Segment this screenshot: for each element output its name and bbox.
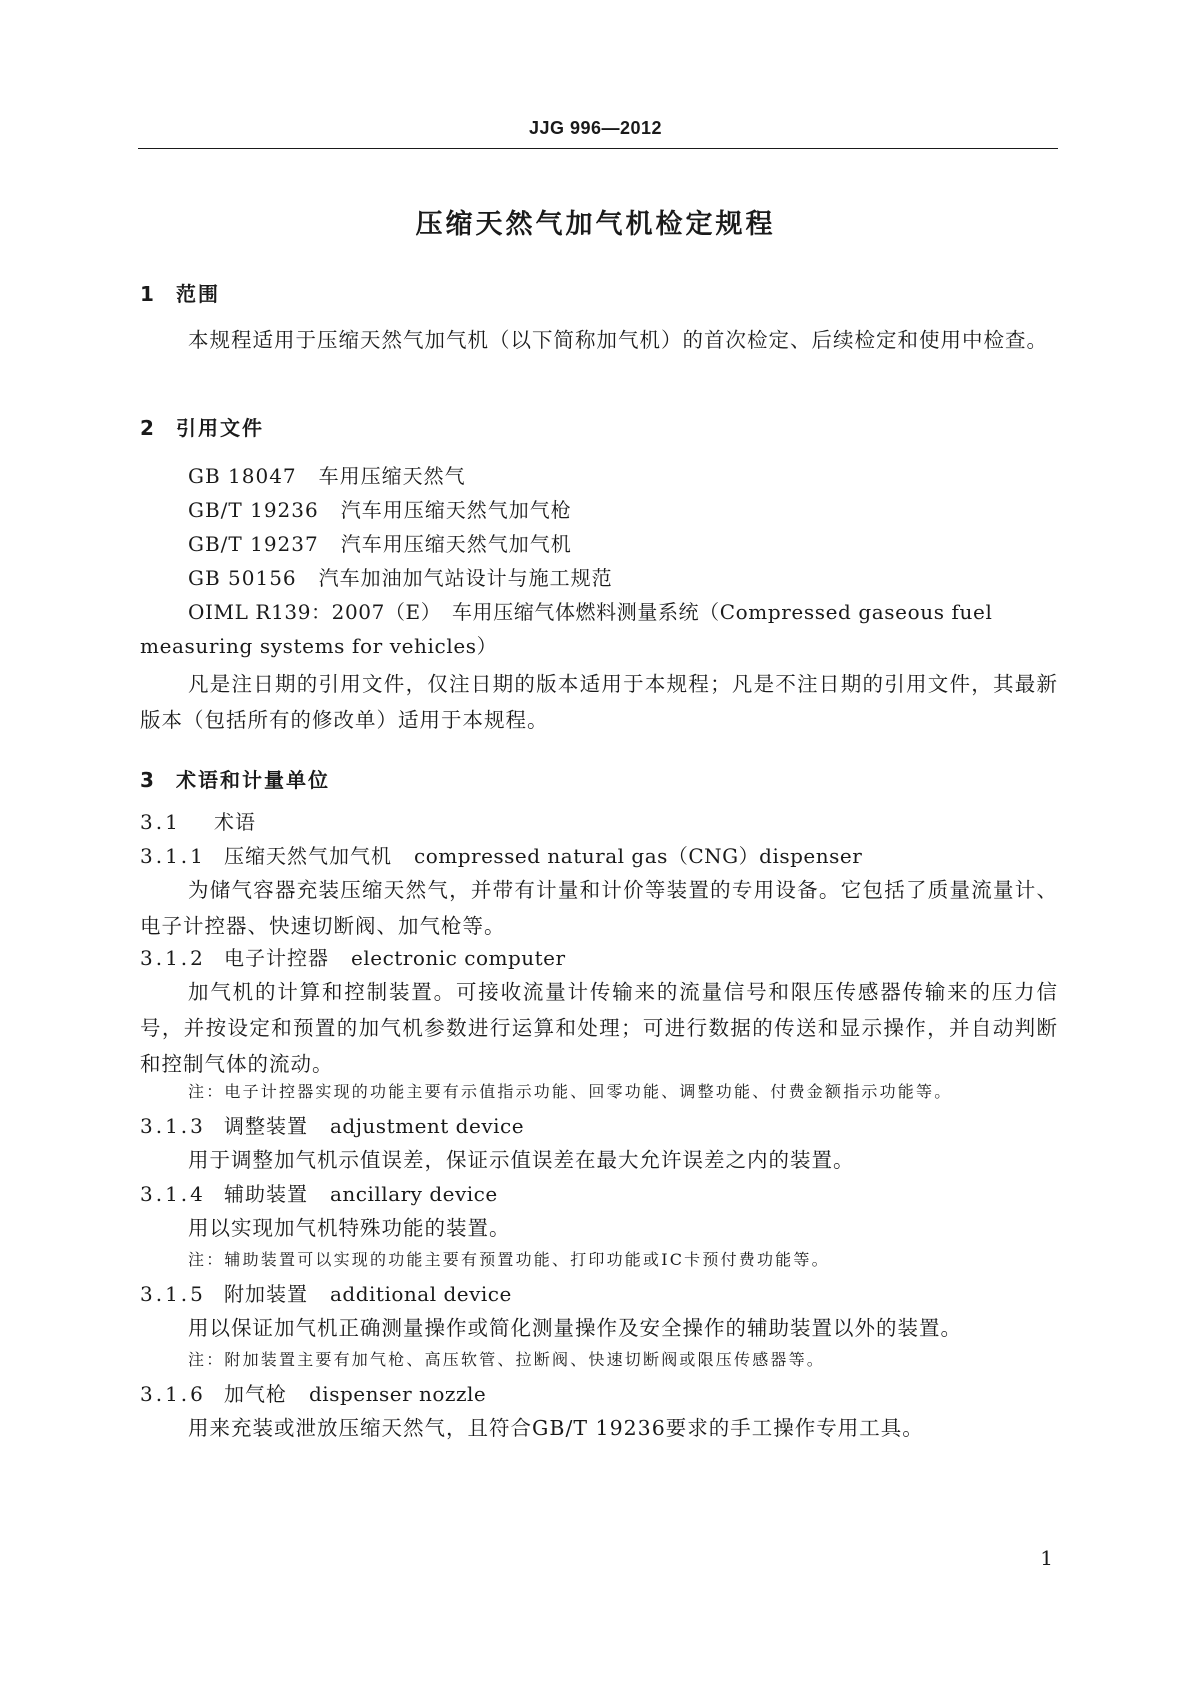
section-heading-3 [140,764,330,793]
header-rule [138,148,1058,149]
reference-item [188,492,1058,528]
term-note: 注：电子计控器实现的功能主要有示值指示功能、回零功能、调整功能、付费金额指示功能等。 [188,1082,953,1101]
term-en: additional device [330,1282,512,1306]
term-heading [140,1108,524,1144]
term-number: 3.1.2 [140,946,206,970]
term-definition: 为储气容器充装压缩天然气，并带有计量和计价等装置的专用设备。它包括了质量流量计、电子计控器、快速切断阀、加气枪等。 [140,878,1058,938]
term-note: 注：附加装置主要有加气枪、高压软管、拉断阀、快速切断阀或限压传感器等。 [188,1350,826,1369]
section-title: 范围 [176,282,220,306]
page-title: 压缩天然气加气机检定规程 [415,209,776,240]
references-paragraph: 凡是注日期的引用文件，仅注日期的版本适用于本规程；凡是不注日期的引用文件，其最新版本（包括所有的修改单）适用于本规程。 [140,672,1058,732]
term-definition: 用于调整加气机示值误差，保证示值误差在最大允许误差之内的装置。 [188,1148,855,1172]
reference-code: GB 50156 [188,566,297,590]
section-number: 3 [140,768,156,792]
scope-paragraph: 本规程适用于压缩天然气加气机（以下简称加气机）的首次检定、后续检定和使用中检查。 [188,328,1048,352]
term-zh: 电子计控器 [224,946,329,970]
term-heading [140,1376,486,1412]
term-number: 3.1.1 [140,844,206,868]
term-number: 3.1.4 [140,1182,206,1206]
reference-item [188,526,1058,562]
term-number: 3.1.6 [140,1382,206,1406]
term-en: compressed natural gas（CNG）dispenser [414,844,863,868]
term-zh: 压缩天然气加气机 [224,844,392,868]
term-number: 3.1.3 [140,1114,206,1138]
section-number: 2 [140,416,156,440]
term-definition: 用以实现加气机特殊功能的装置。 [188,1216,511,1240]
term-definition: 用以保证加气机正确测量操作或简化测量操作及安全操作的辅助装置以外的装置。 [188,1316,962,1340]
reference-name: 汽车用压缩天然气加气机 [340,532,572,556]
subsection-title: 术语 [214,810,256,834]
term-heading [140,838,862,874]
reference-name: 车用压缩天然气 [318,464,466,488]
term-zh: 附加装置 [224,1282,308,1306]
reference-item [188,458,1058,494]
section-heading-1 [140,278,220,307]
standard-code-header: JJG 996—2012 [528,118,663,138]
term-heading [140,940,566,976]
term-en: ancillary device [330,1182,498,1206]
term-note: 注：辅助装置可以实现的功能主要有预置功能、打印功能或IC卡预付费功能等。 [188,1250,830,1269]
term-zh: 加气枪 [224,1382,287,1406]
section-number: 1 [140,282,156,306]
term-en: adjustment device [330,1114,525,1138]
section-title: 术语和计量单位 [176,768,330,792]
reference-name: 汽车用压缩天然气加气枪 [340,498,572,522]
section-title: 引用文件 [176,416,264,440]
reference-oiml-line-2: measuring systems for vehicles） [140,634,498,658]
reference-code: GB/T 19236 [188,498,319,522]
subsection-heading [140,804,256,840]
term-en: dispenser nozzle [309,1382,487,1406]
reference-code: GB/T 19237 [188,532,319,556]
page-number: 1 [1040,1546,1053,1570]
reference-item [188,560,1058,596]
term-number: 3.1.5 [140,1282,206,1306]
term-zh: 调整装置 [224,1114,308,1138]
subsection-number: 3.1 [140,810,181,834]
term-definition: 用来充装或泄放压缩天然气，且符合GB/T 19236要求的手工操作专用工具。 [188,1416,924,1440]
reference-code: GB 18047 [188,464,297,488]
term-en: electronic computer [351,946,566,970]
reference-oiml-line-1: OIML R139：2007（E） 车用压缩气体燃料测量系统（Compressed gaseous fuel [188,600,993,624]
term-zh: 辅助装置 [224,1182,308,1206]
section-heading-2 [140,412,264,441]
term-heading [140,1176,498,1212]
term-heading [140,1276,512,1312]
term-definition: 加气机的计算和控制装置。可接收流量计传输来的流量信号和限压传感器传输来的压力信号，并按设定和预置的加气机参数进行运算和处理；可进行数据的传送和显示操作，并自动判断和控制气体的流动。 [140,980,1058,1076]
reference-name: 汽车加油加气站设计与施工规范 [318,566,613,590]
